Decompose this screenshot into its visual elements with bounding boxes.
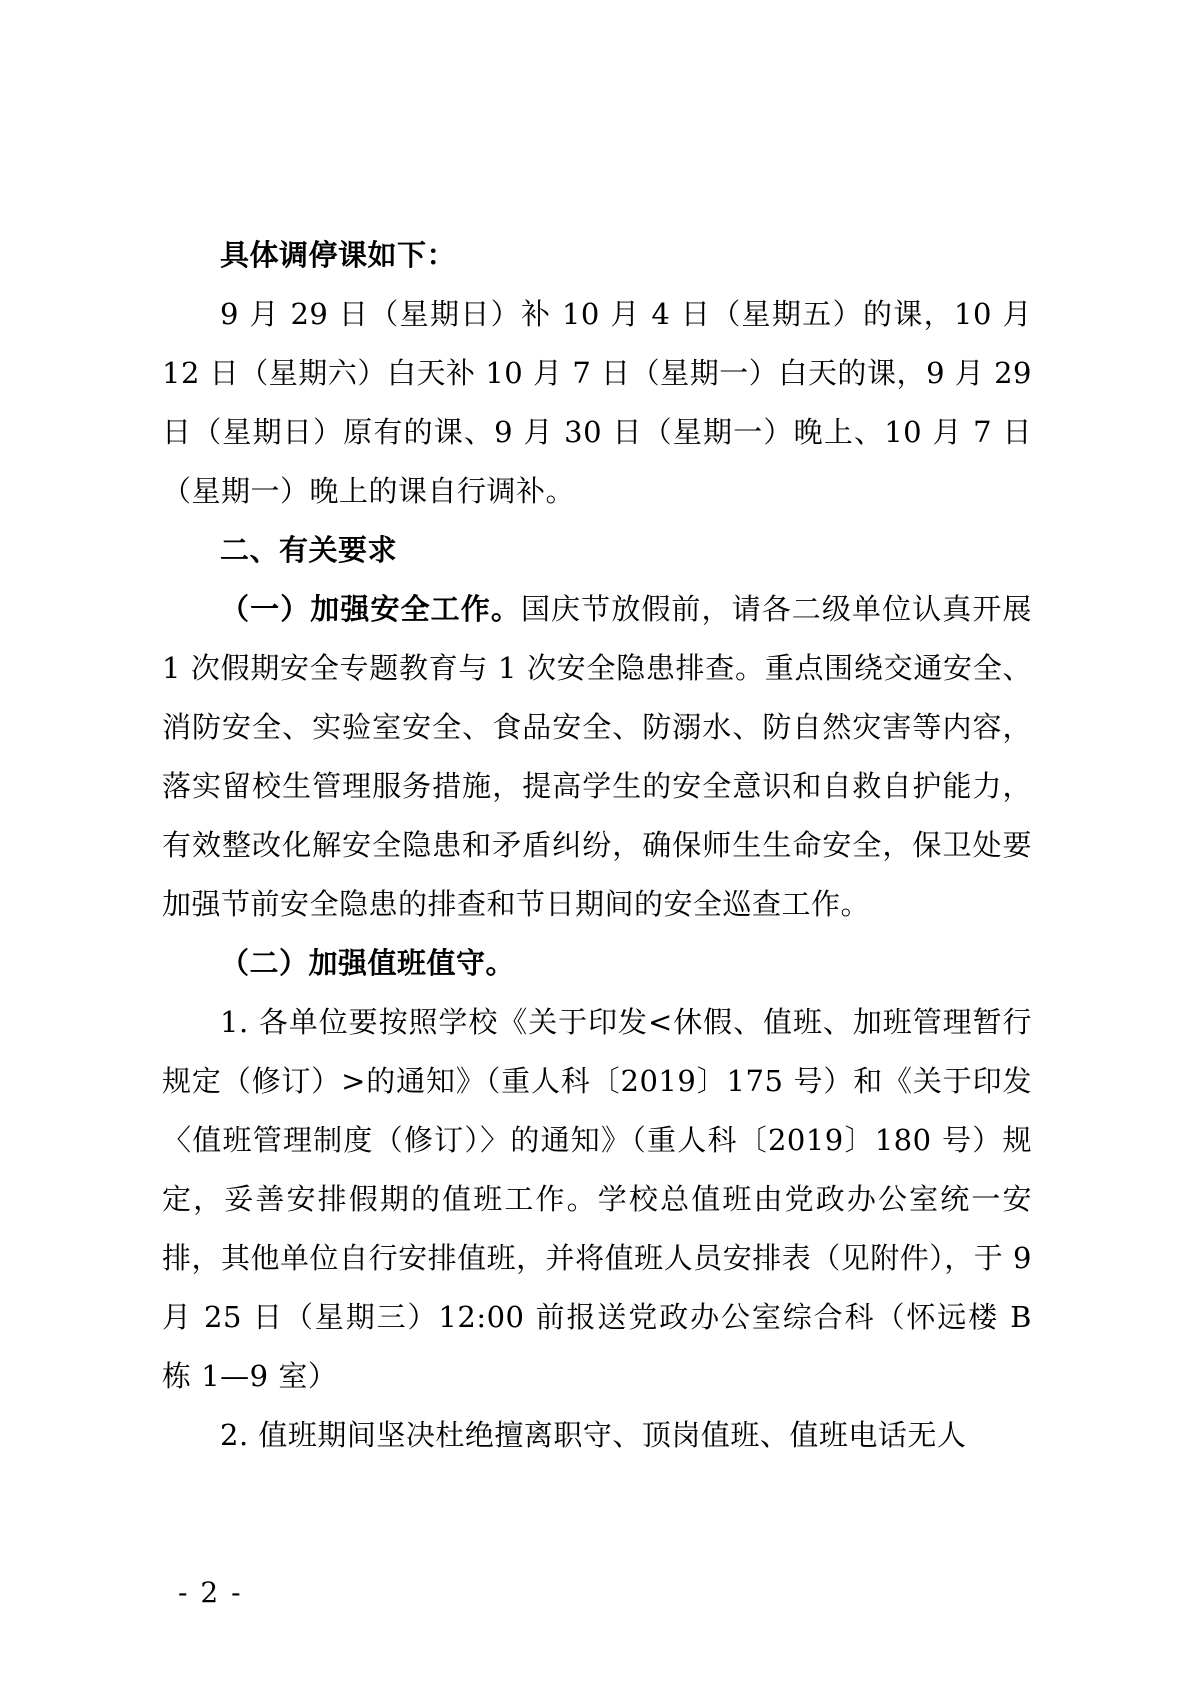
schedule-heading: 具体调停课如下： <box>220 238 457 272</box>
item-two-title: （二）加强值班值守。 <box>220 946 516 980</box>
item-one-title: （一）加强安全工作。 <box>220 592 521 626</box>
item-one-paragraph <box>162 580 1032 934</box>
point-two-paragraph: 2. 值班期间坚决杜绝擅离职守、顶岗值班、值班电话无人 <box>220 1418 967 1452</box>
page-number: - 2 - <box>178 1576 243 1609</box>
document-body <box>162 226 1032 1465</box>
section-two-title: 二、有关要求 <box>220 533 398 567</box>
schedule-paragraph: 9 月 29 日（星期日）补 10 月 4 日（星期五）的课，10 月 12 日（星期六）白天补 10 月 7 日（星期一）白天的课，9 月 29 日（星期日）原有的课、9 月 30 日（星期一）晚上、10 月 7 日（星期一）晚上的课自行调补。 <box>162 297 1032 508</box>
item-one-text: 国庆节放假前，请各二级单位认真开展 1 次假期安全专题教育与 1 次安全隐患排查。重点围绕交通安全、消防安全、实验室安全、食品安全、防溺水、防自然灾害等内容，落实留校生管理服务措施，提高学生的安全意识和自救自护能力，有效整改化解安全隐患和矛盾纠纷，确保师生生命安全，保卫处要加强节前安全隐患的排查和节日期间的安全巡查工作。 <box>162 592 1032 921</box>
point-one-paragraph: 1. 各单位要按照学校《关于印发<休假、值班、加班管理暂行规定（修订）>的通知》（重人科〔2019〕175 号）和《关于印发〈值班管理制度（修订）〉的通知》（重人科〔2019〕180 号）规定，妥善安排假期的值班工作。学校总值班由党政办公室统一安排，其他单位自行安排值班，并将值班人员安排表（见附件），于 9 月 25 日（星期三）12:00 前报送党政办公室综合科（怀远楼 B 栋 1—9 室） <box>162 1005 1032 1393</box>
